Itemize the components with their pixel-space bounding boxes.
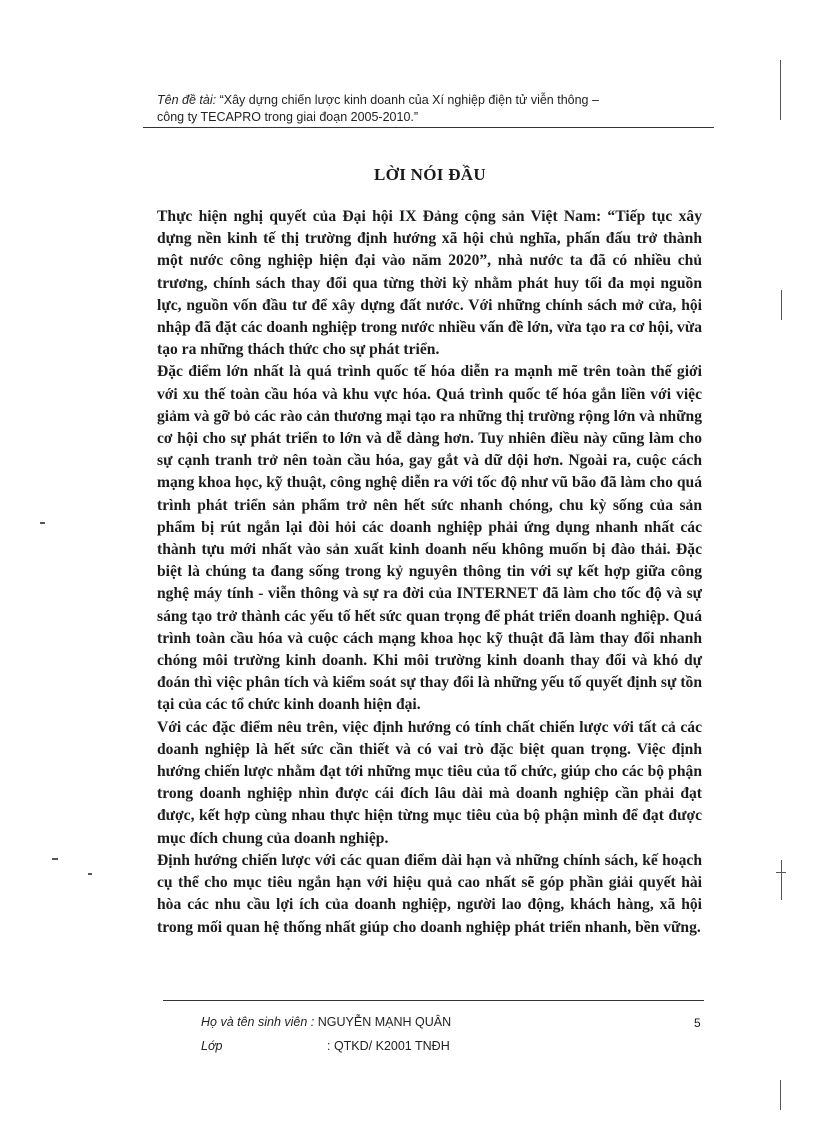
paragraph-3: Với các đặc điểm nêu trên, việc định hướng có tính chất chiến lược với tất cả các doanh nghiệp là hết sức cần thiết và có vai trò đặc biệt quan trọng. Việc định hướng chiến lược nhằm đạt tới những mục tiêu của tổ chức, giúp cho các bộ phận trong doanh nghiệp nhìn được cái đích lâu dài mà doanh nghiệp cần phải đạt được, kết hợp cùng nhau thực hiện từng mục tiêu của bộ phận mình để đạt được mục đích chung của doanh nghiệp. — [157, 718, 702, 847]
student-name: NGUYỄN MẠNH QUÂN — [317, 1015, 452, 1029]
scan-artifact-left-dot — [40, 522, 45, 524]
topic-label: Tên đề tài: — [157, 93, 217, 107]
page-number: 5 — [694, 1016, 701, 1030]
paragraph-2: Đặc điểm lớn nhất là quá trình quốc tế hóa diễn ra mạnh mẽ trên toàn thế giới với xu thế toàn cầu hóa và khu vực hóa. Quá trình quốc tế hóa gắn liền với việc giảm và gỡ bỏ các rào cản thương mại tạo ra những thị trường rộng lớn và những cơ hội cho sự phát triển to lớn và dễ dàng hơn. Tuy nhiên điều này cũng làm cho sự cạnh tranh trở nên toàn cầu hóa, gay gắt và dữ dội hơn. Ngoài ra, cuộc cách mạng khoa học, kỹ thuật, công nghệ diễn ra với tốc độ như vũ bão đã làm cho quá trình phát triển sản phẩm trở nên hết sức nhanh chóng, chu kỳ sống của sản phẩm bị rút ngắn lại đòi hỏi các doanh nghiệp phải ứng dụng nhanh nhất các thành tựu mới nhất vào sản xuất kinh doanh nếu không muốn bị đào thải. Đặc biệt là chúng ta đang sống trong kỷ nguyên thông tin với sự kết hợp giữa công nghệ máy tính - viễn thông và sự ra đời của INTERNET đã làm cho tốc độ và sự sáng tạo trở thành các yếu tố hết sức quan trọng để phát triển doanh nghiệp. Quá trình toàn cầu hóa và cuộc cách mạng khoa học kỹ thuật đã làm thay đổi nhanh chóng môi trường kinh doanh. Khi môi trường kinh doanh thay đổi và khó dự đoán thì việc phân tích và kiểm soát sự thay đổi là những yếu tố quyết định sự tồn tại của các tổ chức kinh doanh hiện đại. — [157, 363, 702, 714]
body-text — [157, 206, 702, 939]
header-divider — [143, 127, 714, 128]
footer-divider — [163, 1000, 704, 1001]
paragraph-4: Định hướng chiến lược với các quan điểm dài hạn và những chính sách, kế hoạch cụ thể cho mục tiêu ngắn hạn với hiệu quả cao nhất sẽ góp phần giải quyết hài hòa các nhu cầu lợi ích của doanh nghiệp, người lao động, khách hàng, xã hội trong mối quan hệ thống nhất giúp cho doanh nghiệp phát triển nhanh, bền vững. — [157, 851, 702, 936]
scan-artifact-tick — [776, 872, 786, 873]
thesis-topic-header — [157, 92, 717, 126]
scan-artifact-right-edge — [780, 1080, 781, 1110]
scan-artifact-left-dot — [88, 873, 92, 875]
scan-artifact-right-edge — [781, 860, 782, 900]
scan-artifact-left-dot — [52, 858, 58, 860]
class-value: : QTKD/ K2001 TNĐH — [327, 1039, 450, 1053]
page-title: LỜI NÓI ĐẦU — [374, 165, 486, 184]
topic-line-2: công ty TECAPRO trong giai đoạn 2005-2010.” — [157, 110, 419, 124]
class-label: Lớp — [201, 1039, 223, 1053]
footer — [201, 1010, 701, 1058]
scan-artifact-right-edge — [780, 60, 781, 120]
scan-artifact-right-edge — [781, 290, 782, 320]
student-label: Họ và tên sinh viên : — [201, 1015, 315, 1029]
paragraph-1: Thực hiện nghị quyết của Đại hội IX Đảng cộng sản Việt Nam: “Tiếp tục xây dựng nền kinh tế thị trường định hướng xã hội chủ nghĩa, phấn đấu trở thành một nước công nghiệp hiện đại vào năm 2020”, nhà nước ta đã có nhiều chủ trương, chính sách thay đổi qua từng thời kỳ nhằm phát huy tối đa mọi nguồn lực, nguồn vốn đầu tư để xây dựng đất nước. Với những chính sách mở cửa, hội nhập đã đặt các doanh nghiệp trong nước nhiều vấn đề lớn, vừa tạo ra cơ hội, vừa tạo ra những thách thức cho sự phát triển. — [157, 208, 702, 359]
topic-line-1: “Xây dựng chiến lược kinh doanh của Xí nghiệp điện tử viễn thông – — [219, 93, 599, 107]
